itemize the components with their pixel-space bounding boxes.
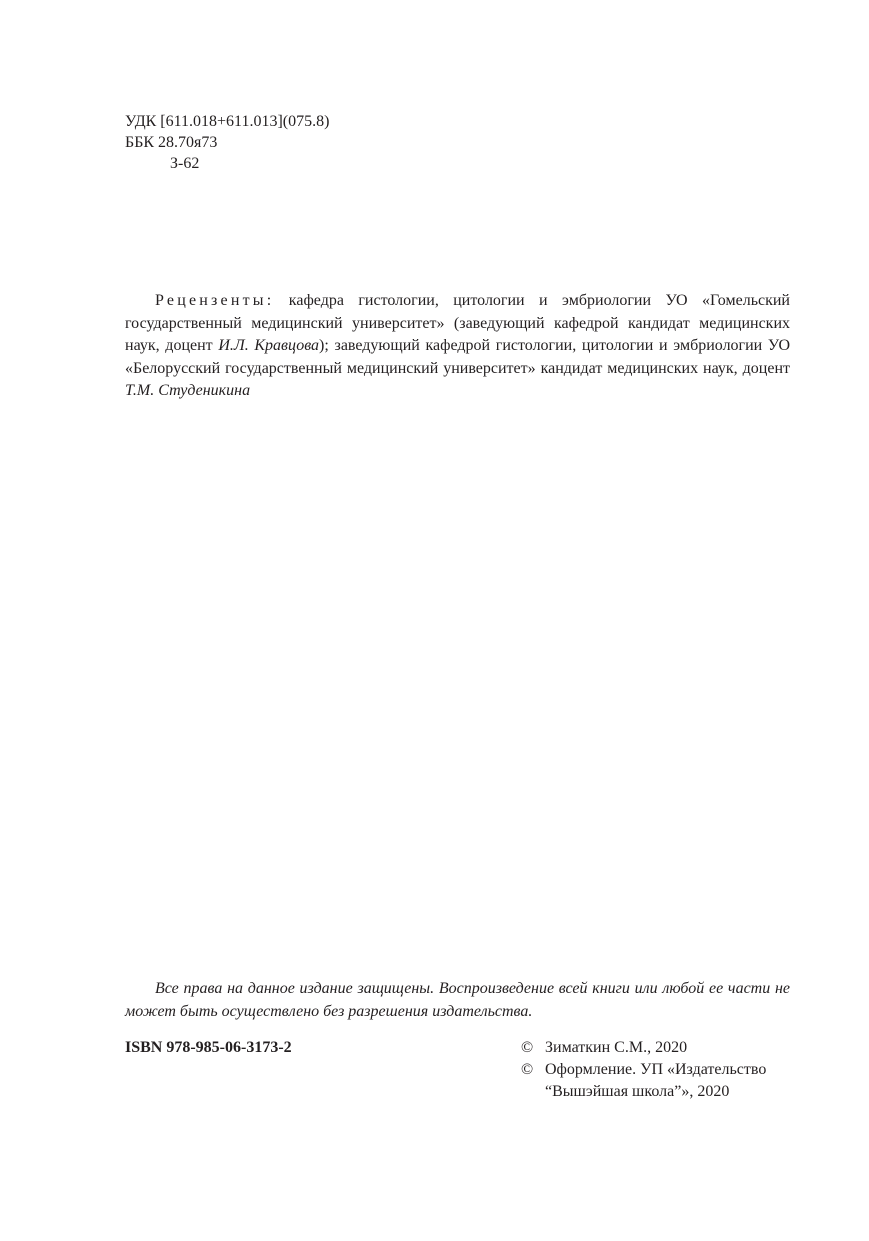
udk-code: УДК [611.018+611.013](075.8) bbox=[125, 113, 330, 130]
copyright-line-author bbox=[521, 1037, 766, 1059]
author-mark: З-62 bbox=[170, 155, 200, 172]
copyright-design: Оформление. УП «Издательство bbox=[545, 1061, 767, 1078]
reviewer-name-2: Т.М. Студеникина bbox=[125, 382, 251, 399]
isbn: ISBN 978-985-06-3173-2 bbox=[125, 1039, 292, 1056]
copyright-publisher: “Вышэйшая школа”», 2020 bbox=[545, 1083, 730, 1100]
copyright-block bbox=[521, 1037, 766, 1103]
copyright-icon: © bbox=[521, 1061, 534, 1078]
rights-notice: Все права на данное издание защищены. Воспроизведение всей книги или любой ее части не может быть осуществлено без разрешения издательства. bbox=[125, 980, 790, 1020]
reviewers-text-2: ); заведующий кафедрой гистологии, цитологии и эмбриологии УО «Белорусский государственный медицинский университет» кандидат медицинских наук, доцент bbox=[125, 337, 791, 377]
reviewers-paragraph bbox=[125, 290, 790, 403]
reviewers-text-1: кафедра гистологии, цитологии и эмбриологии УО «Гомельский государственный медицинский университет» (заведующий кафедрой кандидат медицинских наук, доцент bbox=[125, 292, 790, 354]
reviewer-name-1: И.Л. Кравцова bbox=[218, 337, 320, 354]
reviewers-label: Рецензенты: bbox=[155, 292, 275, 309]
copyright-author: Зиматкин С.М., 2020 bbox=[545, 1039, 688, 1056]
copyright-icon: © bbox=[521, 1039, 534, 1056]
bbk-code: ББК 28.70я73 bbox=[125, 134, 218, 151]
classification-block bbox=[125, 111, 329, 174]
copyright-line-design bbox=[521, 1059, 766, 1081]
